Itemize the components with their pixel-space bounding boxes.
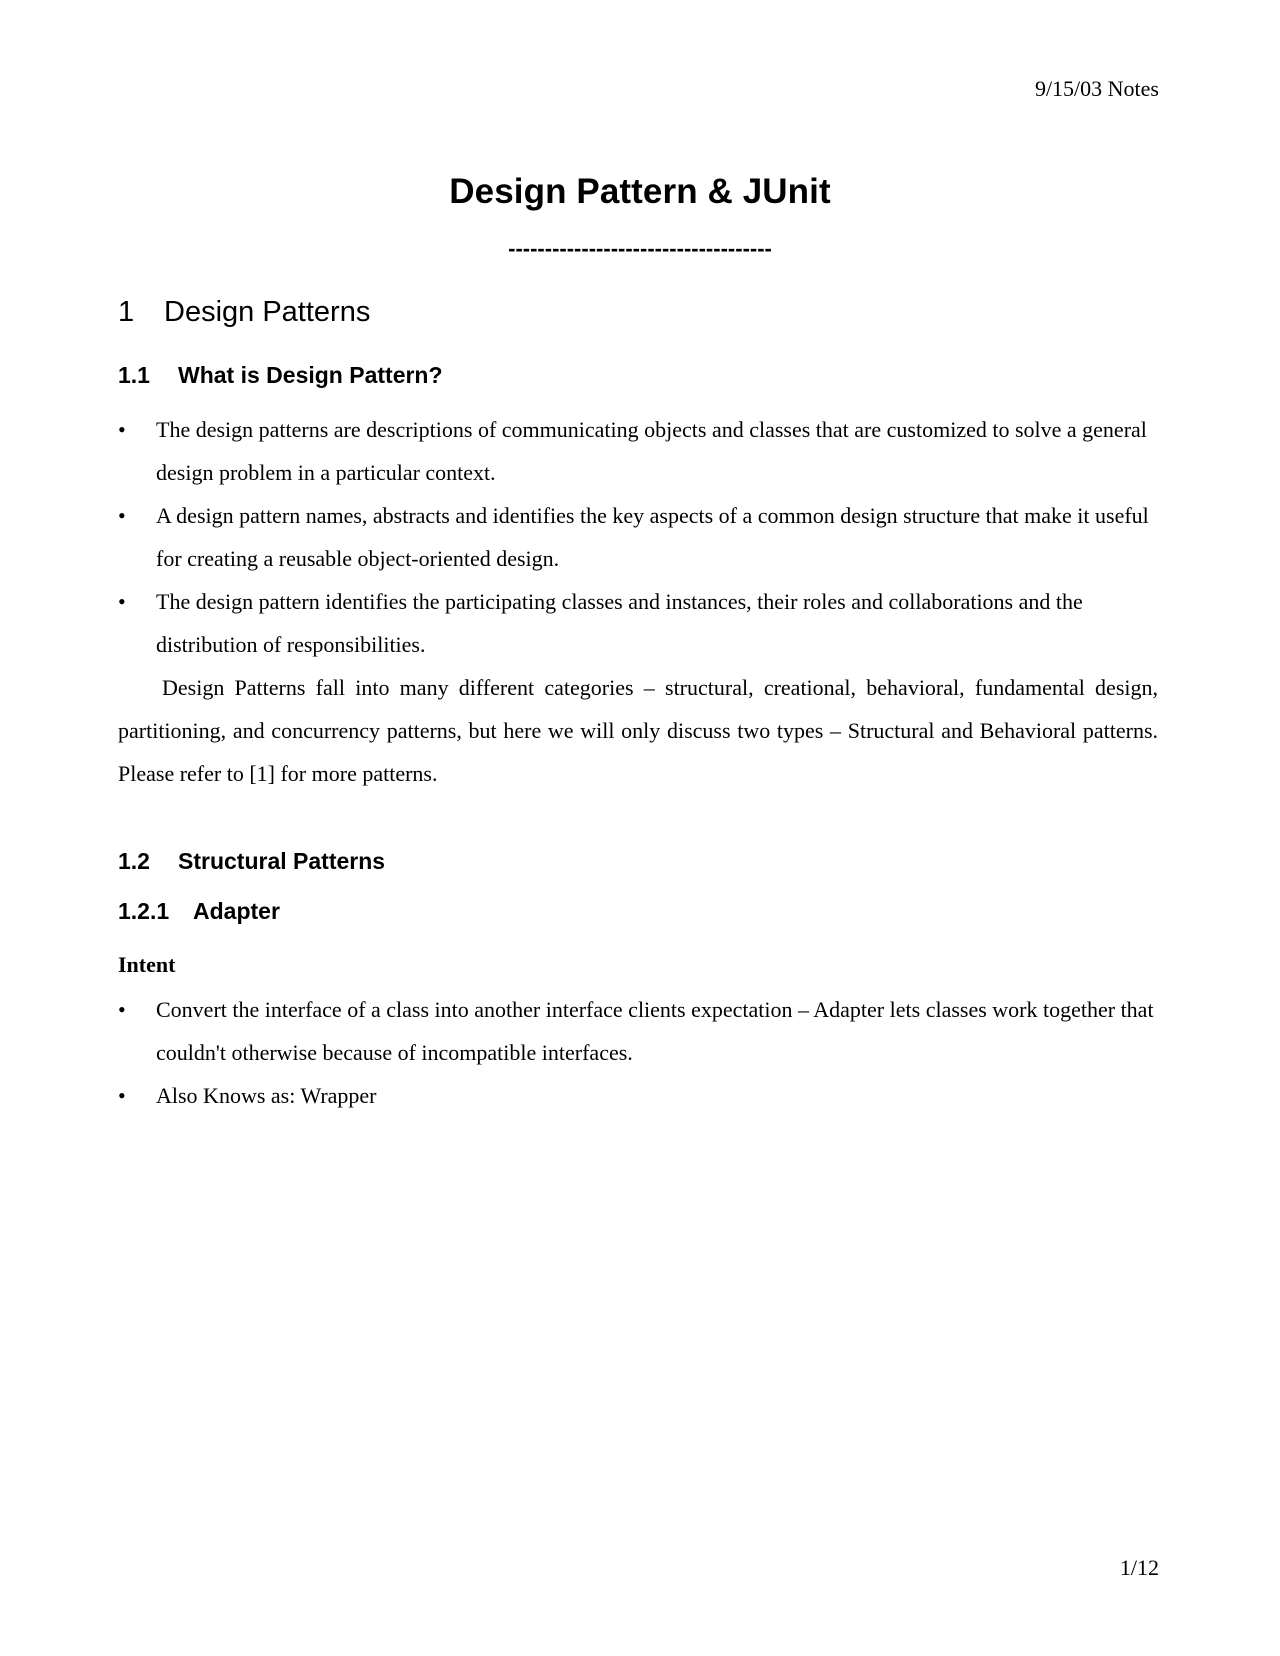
list-item-text: A design pattern names, abstracts and identifies the key aspects of a common design structure that make it useful for creating a reusable object-oriented design. — [156, 503, 1149, 571]
list-item — [118, 408, 1158, 494]
intent-label: Intent — [118, 952, 176, 977]
list-item-text: Also Knows as: Wrapper — [156, 1083, 377, 1108]
list-item-text: The design pattern identifies the participating classes and instances, their roles and collaborations and the distribution of responsibilities. — [156, 589, 1083, 657]
section-1-1-heading — [118, 362, 443, 389]
section-1-heading — [118, 296, 370, 329]
design-pattern-bullet-list — [118, 408, 1158, 666]
section-number: 1.2 — [118, 848, 150, 874]
section-number: 1 — [118, 296, 135, 328]
list-item — [118, 580, 1158, 666]
section-number: 1.1 — [118, 362, 150, 388]
title-underline: ------------------------------------ — [508, 236, 772, 261]
section-title: What is Design Pattern? — [178, 362, 443, 388]
document-title: Design Pattern & JUnit — [449, 172, 831, 211]
bullet-icon: • — [118, 417, 126, 442]
section-title: Adapter — [193, 898, 280, 924]
list-item-text: Convert the interface of a class into another interface clients expectation – Adapter lets classes work together that couldn't otherwise because of incompatible interfaces. — [156, 997, 1154, 1065]
header-date-note: 9/15/03 Notes — [1034, 76, 1159, 101]
list-item — [118, 1074, 1158, 1117]
section-number: 1.2.1 — [118, 898, 170, 924]
categories-paragraph: Design Patterns fall into many different categories – structural, creational, behavioral, fundamental design, partitioning, and concurrency patterns, but here we will only discuss two types – Structural and Behavioral patterns. Please refer to [1] for more patterns. — [118, 675, 1158, 786]
page-number: 1/12 — [1119, 1555, 1159, 1580]
bullet-icon: • — [118, 1083, 126, 1108]
list-item — [118, 494, 1158, 580]
section-title: Design Patterns — [164, 296, 371, 328]
section-1-2-heading — [118, 848, 385, 875]
adapter-bullet-list — [118, 988, 1158, 1117]
list-item — [118, 988, 1158, 1074]
list-item-text: The design patterns are descriptions of communicating objects and classes that are customized to solve a general design problem in a particular context. — [156, 417, 1147, 485]
section-1-2-1-heading — [118, 898, 280, 925]
section-title: Structural Patterns — [178, 848, 386, 874]
bullet-icon: • — [118, 997, 126, 1022]
bullet-icon: • — [118, 503, 126, 528]
bullet-icon: • — [118, 589, 126, 614]
